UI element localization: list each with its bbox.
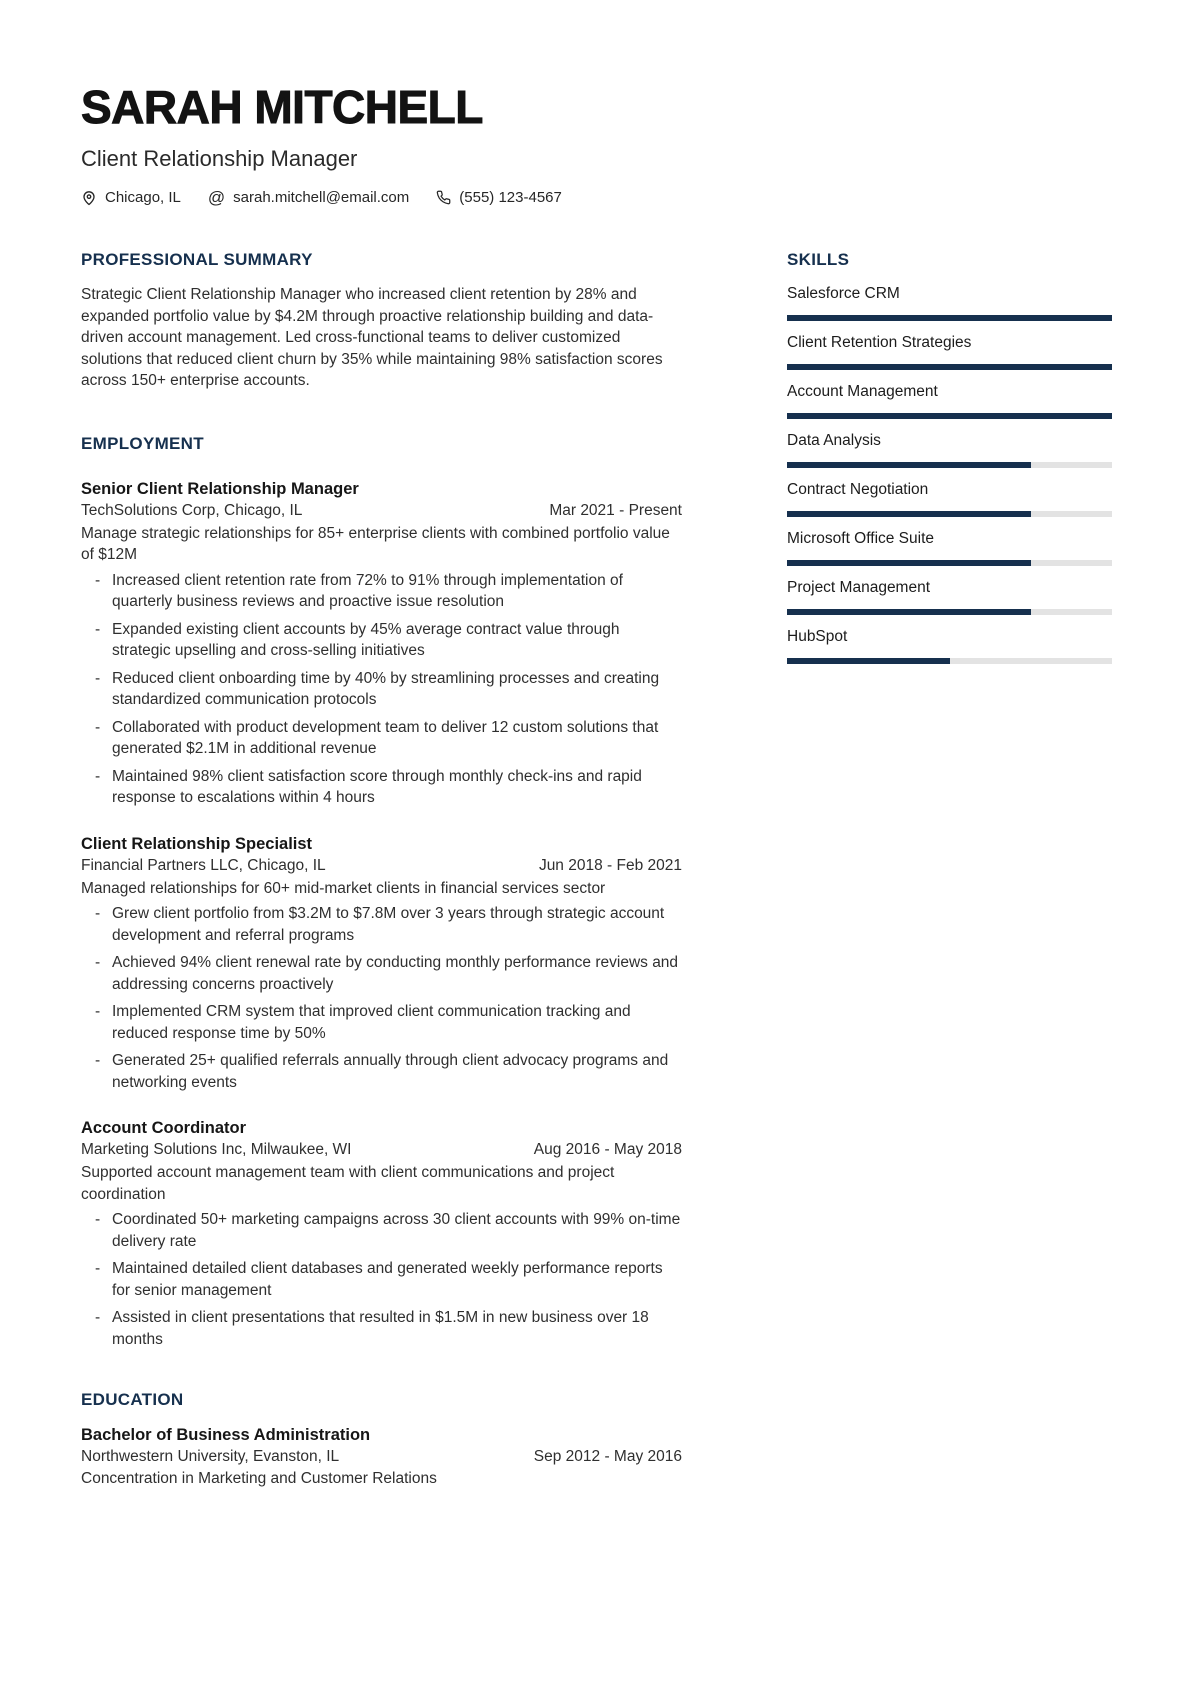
skill-bar-fill: [787, 364, 1112, 370]
education-degree: Bachelor of Business Administration: [81, 1426, 371, 1444]
job-entry: [81, 833, 682, 1094]
skill-label: Project Management: [787, 579, 931, 596]
phone-icon: [436, 190, 451, 205]
job-company-line: [81, 500, 682, 522]
skill-item: [787, 333, 1112, 370]
at-icon: @: [207, 188, 226, 207]
skill-label: Account Management: [787, 383, 938, 400]
phone-text: (555) 123-4567: [459, 189, 562, 206]
job-entry: [81, 1117, 682, 1350]
job-bullet-list: [81, 570, 682, 809]
job-description: Managed relationships for 60+ mid-market clients in financial services sector: [81, 879, 606, 897]
resume-header: [81, 81, 1112, 207]
skill-bar-track: [787, 364, 1112, 370]
job-company: TechSolutions Corp, Chicago, IL: [81, 501, 303, 519]
job-entry: [81, 478, 682, 809]
job-dates: Jun 2018 - Feb 2021: [538, 856, 682, 874]
skill-item: [787, 578, 1112, 615]
job-bullet: - Assisted in client presentations that resulted in $1.5M in new business over 18 months: [95, 1307, 682, 1350]
education-school: Northwestern University, Evanston, IL: [81, 1448, 340, 1465]
section-employment: [81, 434, 682, 1351]
job-description: Supported account management team with client communications and project coordination: [81, 1164, 615, 1203]
location-pin-icon: [81, 190, 97, 206]
skill-label: Salesforce CRM: [787, 285, 900, 302]
skill-item: [787, 627, 1112, 664]
job-bullet: - Generated 25+ qualified referrals annually through client advocacy programs and networking events: [95, 1050, 682, 1093]
skill-label: HubSpot: [787, 628, 848, 645]
skill-label: Contract Negotiation: [787, 481, 929, 498]
contact-email: [208, 189, 409, 206]
skill-bar-track: [787, 315, 1112, 321]
skill-bar-track: [787, 658, 1112, 664]
skill-item: [787, 382, 1112, 419]
skill-bar-track: [787, 413, 1112, 419]
education-heading: EDUCATION: [81, 1390, 184, 1409]
job-company-line: [81, 855, 682, 877]
job-bullet: - Achieved 94% client renewal rate by conducting monthly performance reviews and addressing concerns proactively: [95, 952, 682, 995]
education-detail: Concentration in Marketing and Customer Relations: [81, 1470, 437, 1487]
job-bullet: - Collaborated with product development team to deliver 12 custom solutions that generated $2.1M in additional revenue: [95, 717, 682, 760]
person-job-title: Client Relationship Manager: [81, 146, 358, 171]
skill-bar-track: [787, 462, 1112, 468]
skill-bar-track: [787, 609, 1112, 615]
skill-bar-track: [787, 511, 1112, 517]
job-bullet: - Implemented CRM system that improved client communication tracking and reduced response time by 50%: [95, 1001, 682, 1044]
job-company: Financial Partners LLC, Chicago, IL: [81, 856, 326, 874]
skill-bar-fill: [787, 560, 1031, 566]
job-dates: Aug 2016 - May 2018: [533, 1141, 682, 1158]
job-title: Client Relationship Specialist: [81, 834, 313, 853]
skill-bar-fill: [787, 609, 1031, 615]
skill-label: Microsoft Office Suite: [787, 530, 935, 547]
contact-phone: [436, 189, 562, 206]
job-description: Manage strategic relationships for 85+ enterprise clients with combined portfolio value of $12M: [81, 524, 670, 563]
skill-label: Data Analysis: [787, 432, 881, 449]
job-title: Account Coordinator: [81, 1119, 246, 1137]
summary-text: Strategic Client Relationship Manager who increased client retention by 28% and expanded portfolio value by $4.2M through proactive relationship building and data-driven account management. Led cross-functional teams to deliver customized solutions that reduced client churn by 35% while maintaining 98% satisfaction scores across 150+ enterprise accounts.: [81, 286, 663, 389]
skill-bar-fill: [787, 462, 1031, 468]
job-bullet: - Increased client retention rate from 72% to 91% through implementation of quarterly business reviews and proactive issue resolution: [95, 570, 682, 613]
skill-bar-fill: [787, 511, 1031, 517]
skill-bar-track: [787, 560, 1112, 566]
job-bullet: - Maintained 98% client satisfaction score through monthly check-ins and rapid response to escalations within 4 hours: [95, 766, 682, 809]
skill-label: Client Retention Strategies: [787, 334, 972, 351]
skill-bar-fill: [787, 315, 1112, 321]
left-column: [81, 250, 682, 1490]
location-text: Chicago, IL: [105, 189, 181, 206]
education-school-line: [81, 1446, 682, 1468]
employment-heading: EMPLOYMENT: [81, 433, 204, 453]
job-title: Senior Client Relationship Manager: [81, 479, 359, 498]
job-bullet: - Maintained detailed client databases and generated weekly performance reports for senior management: [95, 1258, 682, 1301]
job-bullet: - Coordinated 50+ marketing campaigns across 30 client accounts with 99% on-time delivery rate: [95, 1209, 682, 1252]
section-education: [81, 1390, 682, 1490]
job-bullet-list: [81, 1209, 682, 1350]
skill-item: [787, 431, 1112, 468]
resume-body: [81, 250, 1112, 1490]
job-bullet: - Reduced client onboarding time by 40% by streamlining processes and creating standardized communication protocols: [95, 668, 682, 711]
education-dates: Sep 2012 - May 2016: [533, 1448, 682, 1465]
skill-bar-fill: [787, 413, 1112, 419]
contact-location: [81, 189, 181, 206]
contact-row: [81, 189, 1112, 206]
skill-item: [787, 284, 1112, 321]
section-professional-summary: [81, 250, 682, 392]
skill-item: [787, 480, 1112, 517]
email-text: sarah.mitchell@email.com: [233, 189, 410, 206]
job-dates: Mar 2021 - Present: [549, 501, 682, 519]
job-company-line: [81, 1139, 682, 1161]
section-skills: [787, 250, 1112, 664]
job-bullet: - Expanded existing client accounts by 45% average contract value through strategic upselling and cross-selling initiatives: [95, 619, 682, 662]
skills-heading: SKILLS: [787, 250, 850, 269]
person-name: SARAH MITCHELL: [81, 81, 483, 133]
summary-heading: PROFESSIONAL SUMMARY: [81, 250, 313, 269]
right-column: [787, 250, 1112, 676]
skill-bar-fill: [787, 658, 950, 664]
job-bullet: - Grew client portfolio from $3.2M to $7.8M over 3 years through strategic account development and referral programs: [95, 903, 682, 946]
skill-item: [787, 529, 1112, 566]
job-bullet-list: [81, 903, 682, 1093]
job-company: Marketing Solutions Inc, Milwaukee, WI: [81, 1141, 352, 1158]
